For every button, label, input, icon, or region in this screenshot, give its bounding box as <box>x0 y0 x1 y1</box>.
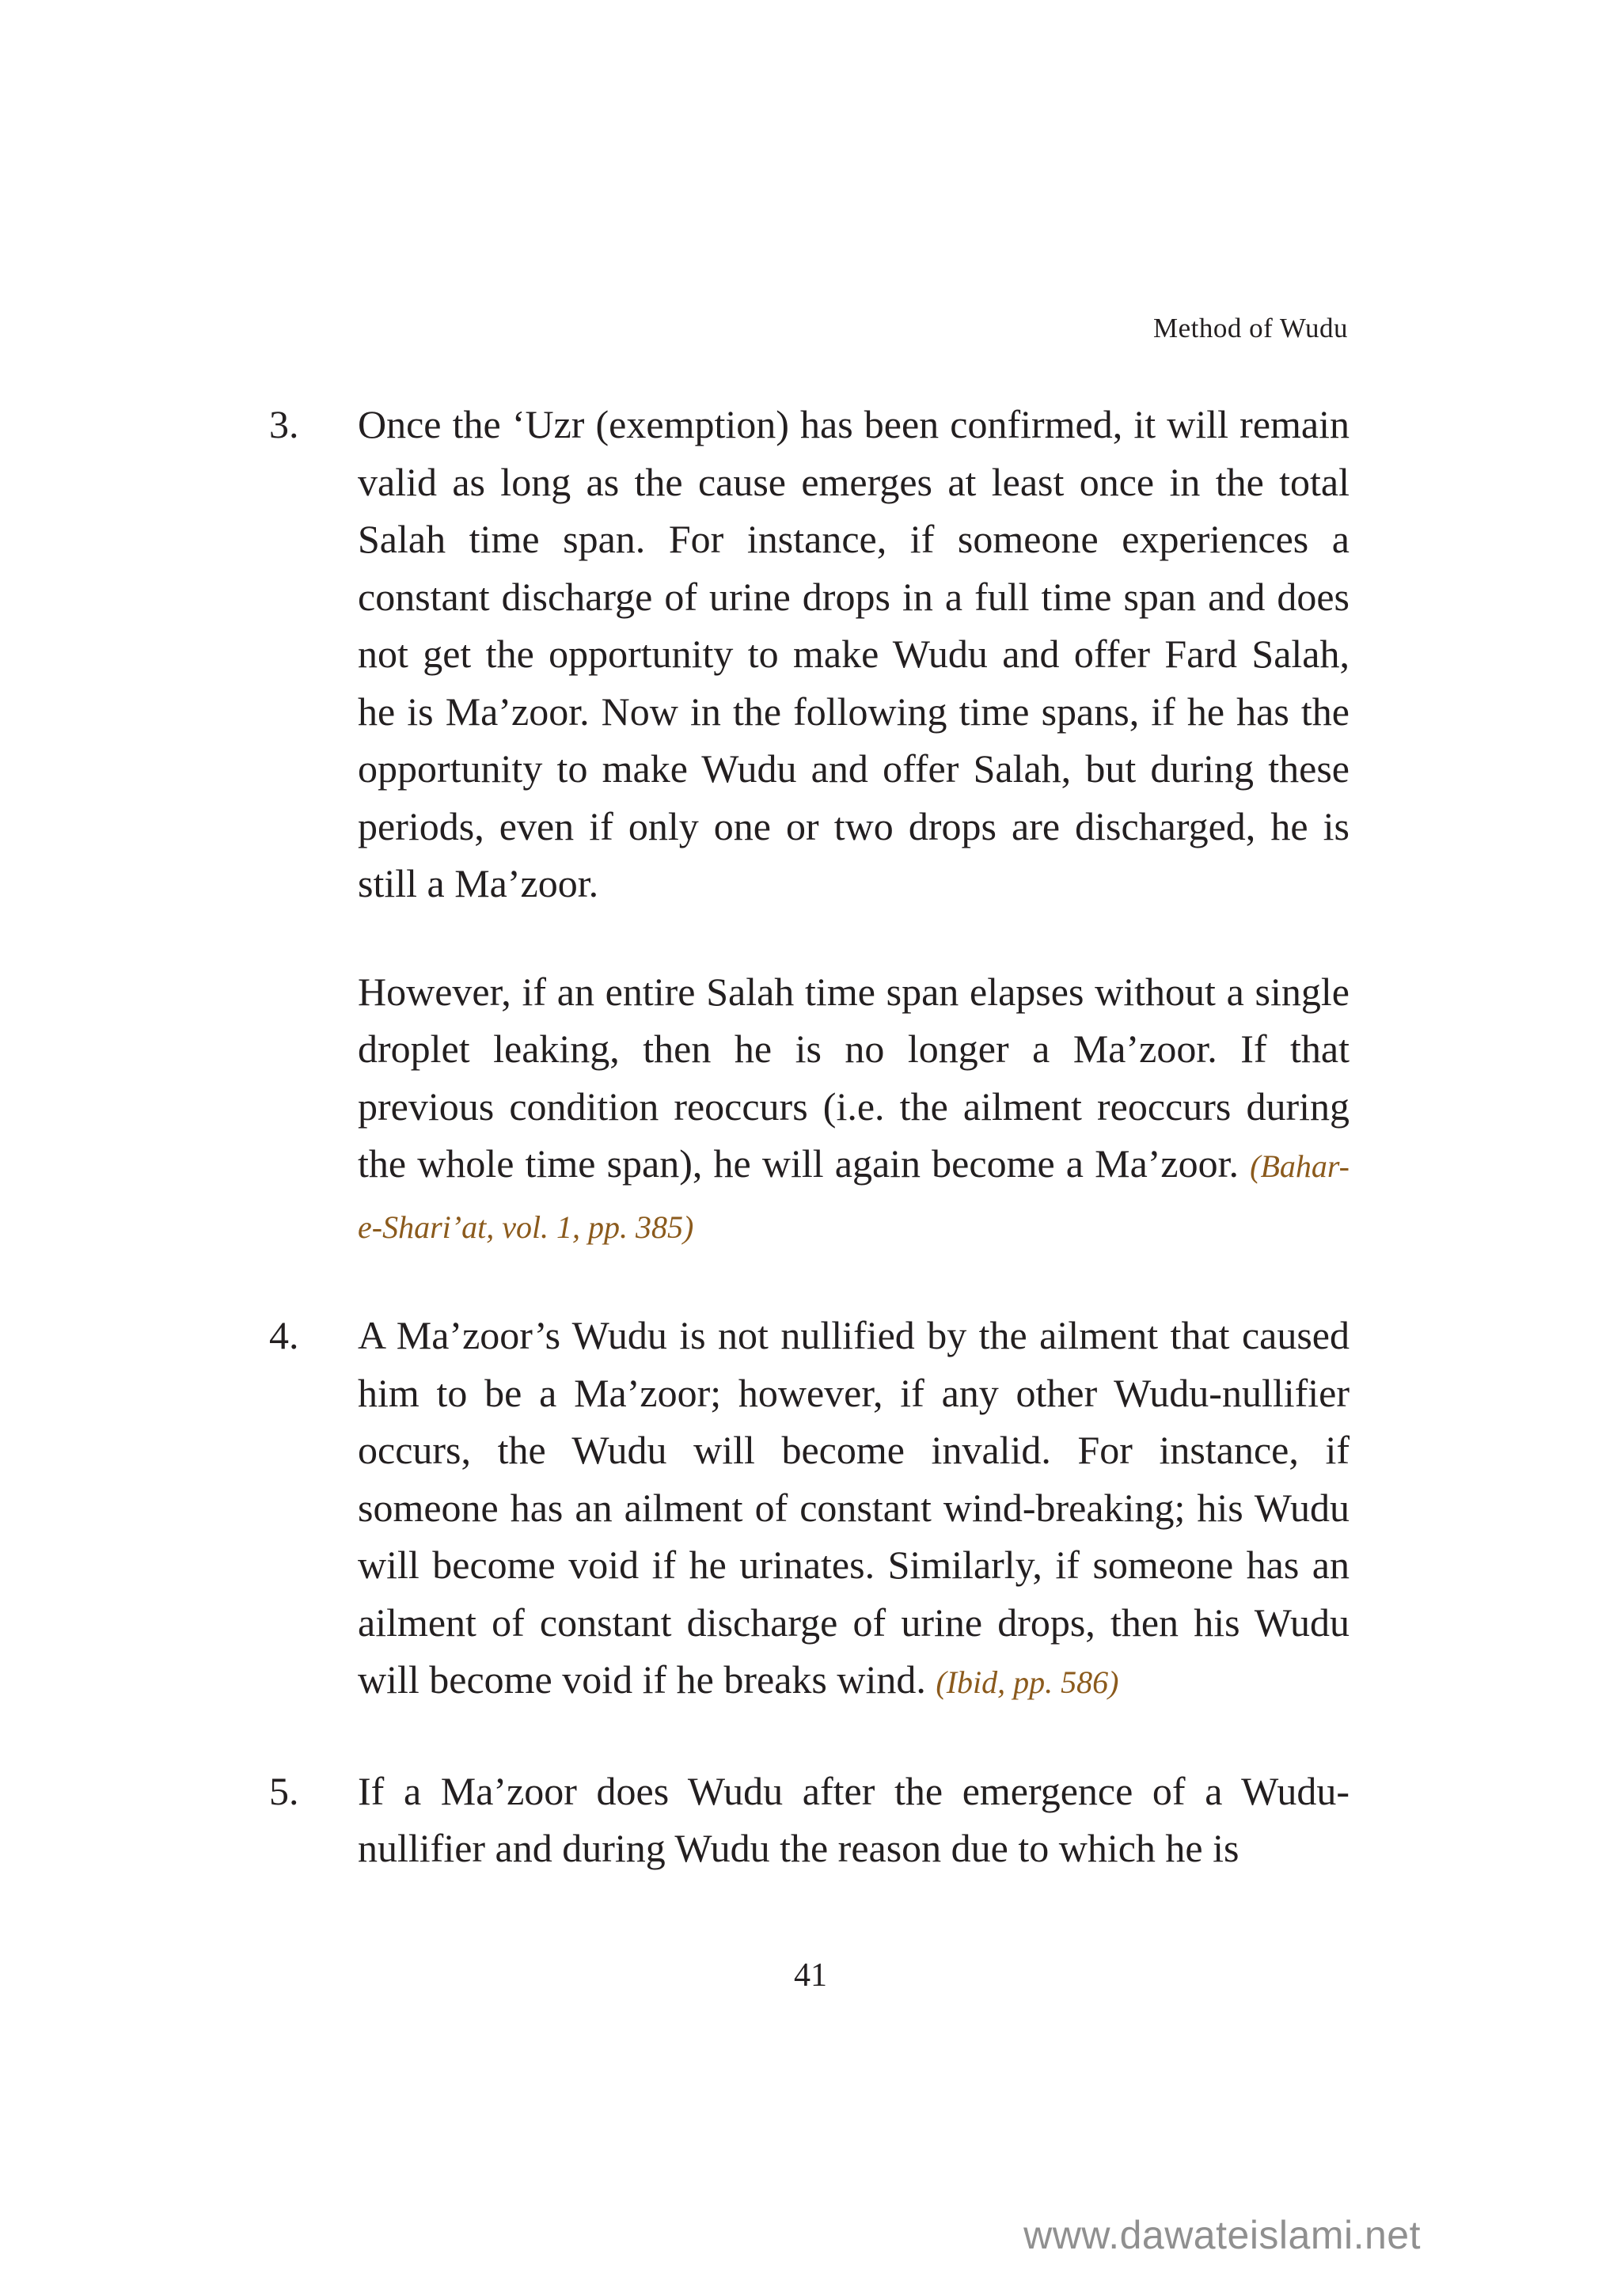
running-header: Method of Wudu <box>1152 313 1348 343</box>
paragraph-text: Once the ‘Uzr (exemption) has been confirmed, it will remain valid as long as the cause emerges at least once in the total Salah time span. For instance, if someone experiences a constant discharge of urine drops in a full time span and does not get the opportunity to make Wudu and offer Fard Salah, he is Ma’zoor. Now in the following time spans, if he has the opportunity to make Wudu and offer Salah, but during these periods, even if only one or two drops are discharged, he is still a Ma’zoor. <box>358 402 1350 905</box>
page-body <box>269 396 1350 1928</box>
paragraph <box>358 1307 1350 1712</box>
item-number: 3. <box>269 402 299 446</box>
item-number: 4. <box>269 1313 299 1357</box>
list-item-4 <box>269 1307 1350 1712</box>
page-number: 41 <box>794 1957 827 1994</box>
website-watermark: www.dawateislami.net <box>1023 2213 1421 2257</box>
citation: (Ibid, pp. 586) <box>936 1664 1119 1700</box>
paragraph-text: However, if an entire Salah time span elapses without a single droplet leaking, then he is no longer a Ma’zoor. If that previous condition reoccurs (i.e. the ailment reoccurs during the whole time span), he will again become a Ma’zoor. <box>358 969 1350 1186</box>
paragraph-text: A Ma’zoor’s Wudu is not nullified by the ailment that caused him to be a Ma’zoor; however, if any other Wudu-nullifier occurs, the Wudu will become invalid. For instance, if someone has an ailment of constant wind-breaking; his Wudu will become void if he urinates. Similarly, if someone has an ailment of constant discharge of urine drops, then his Wudu will become void if he breaks wind. <box>358 1313 1350 1702</box>
list-item-5 <box>269 1763 1350 1877</box>
paragraph <box>358 1763 1350 1877</box>
paragraph-text: If a Ma’zoor does Wudu after the emergence of a Wudu-nullifier and during Wudu the reason due to which he is <box>358 1768 1350 1870</box>
paragraph <box>358 963 1350 1257</box>
citation: (Bahar-e-Shari’at, vol. 1, pp. 385) <box>358 1148 1350 1245</box>
item-number: 5. <box>269 1768 299 1813</box>
list-item-3 <box>269 396 1350 1256</box>
paragraph <box>358 396 1350 913</box>
